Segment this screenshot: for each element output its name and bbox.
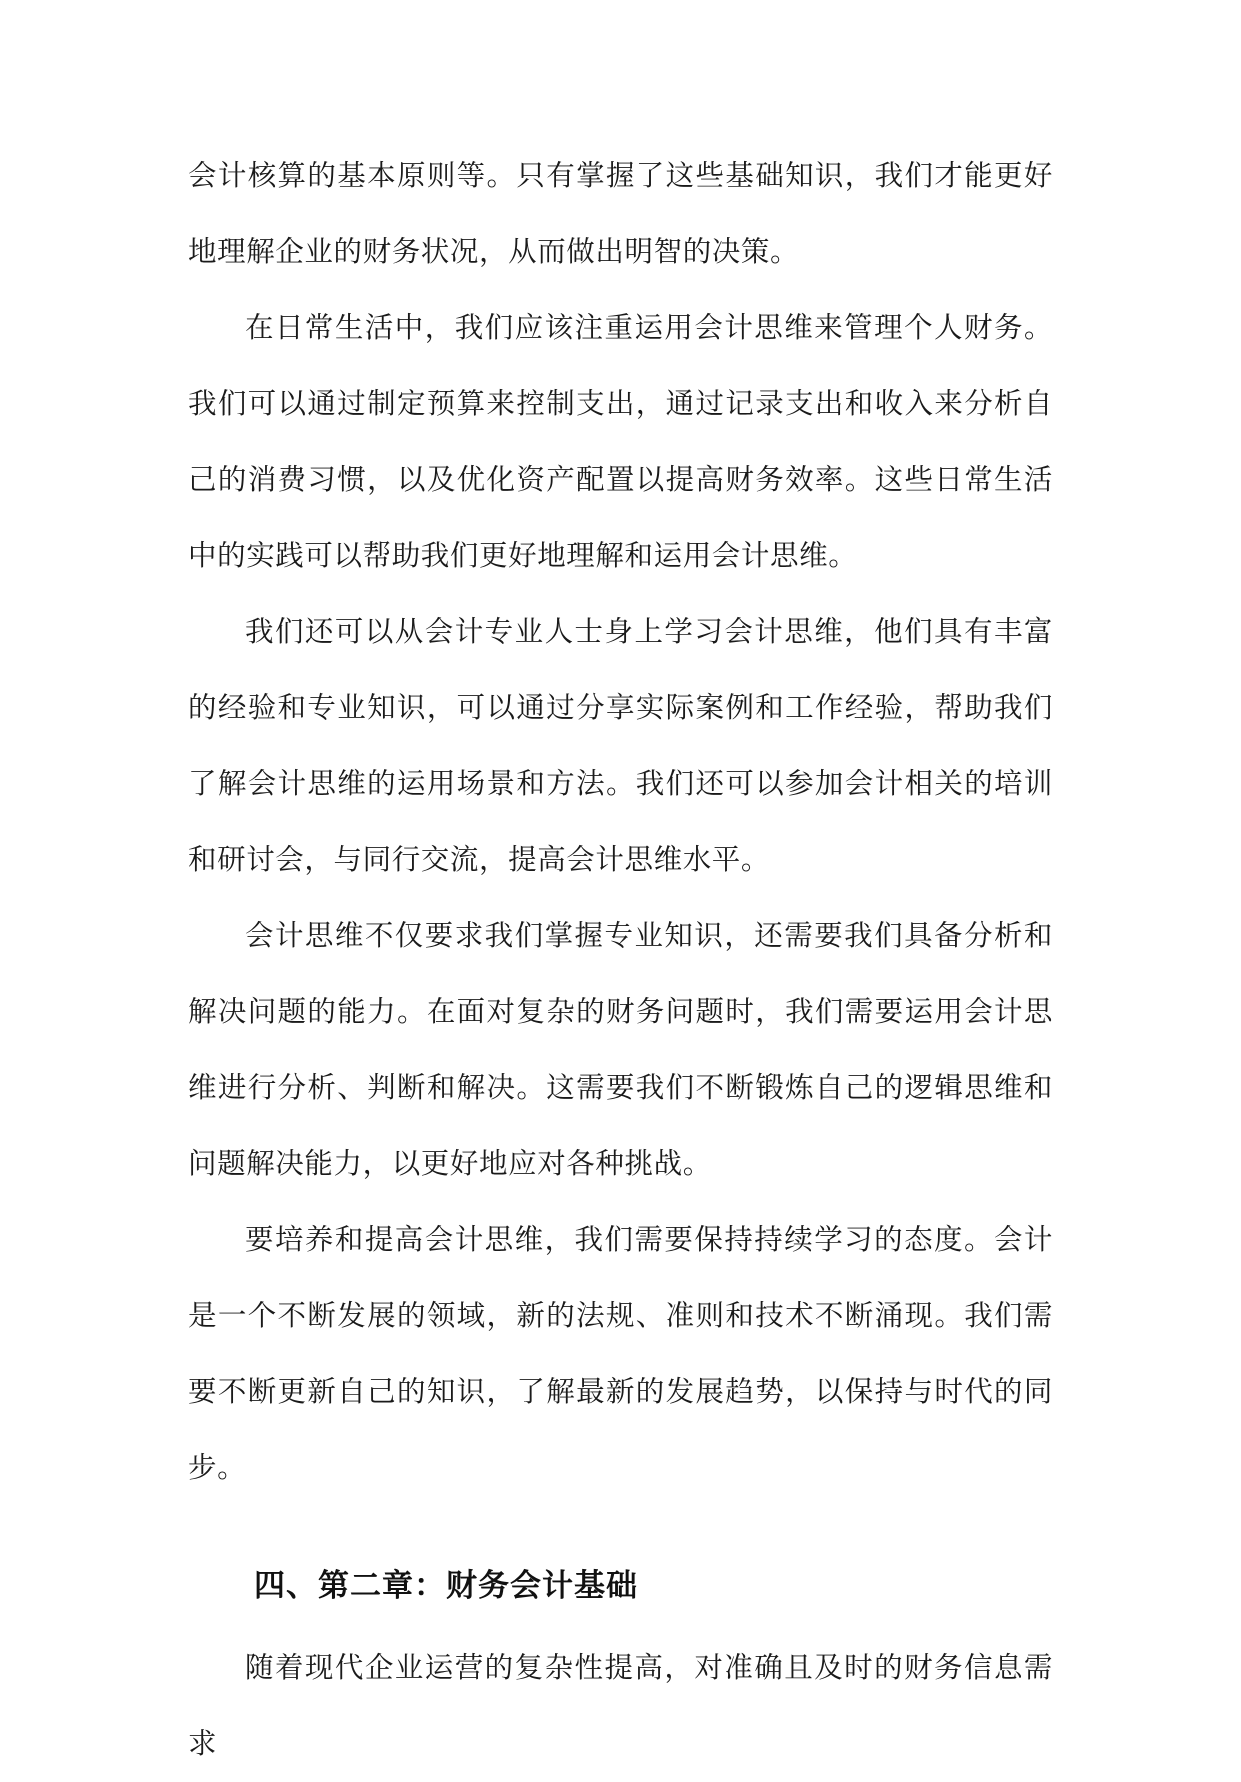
section-heading: 四、第二章：财务会计基础 — [254, 1568, 638, 1604]
paragraph: 会计思维不仅要求我们掌握专业知识，还需要我们具备分析和解决问题的能力。在面对复杂的财务问题时，我们需要运用会计思维进行分析、判断和解决。这需要我们不断锻炼自己的逻辑思维和问题解决能力，以更好地应对各种挑战。 — [188, 919, 1053, 1180]
paragraph: 我们还可以从会计专业人士身上学习会计思维，他们具有丰富的经验和专业知识，可以通过分享实际案例和工作经验，帮助我们了解会计思维的运用场景和方法。我们还可以参加会计相关的培训和研讨会，与同行交流，提高会计思维水平。 — [188, 615, 1053, 876]
page-body — [188, 138, 1053, 1782]
paragraph: 在日常生活中，我们应该注重运用会计思维来管理个人财务。我们可以通过制定预算来控制支出，通过记录支出和收入来分析自己的消费习惯，以及优化资产配置以提高财务效率。这些日常生活中的实践可以帮助我们更好地理解和运用会计思维。 — [188, 311, 1053, 572]
paragraph: 要培养和提高会计思维，我们需要保持持续学习的态度。会计是一个不断发展的领域，新的法规、准则和技术不断涌现。我们需要不断更新自己的知识，了解最新的发展趋势，以保持与时代的同步。 — [188, 1223, 1053, 1484]
paragraph-continued: 会计核算的基本原则等。只有掌握了这些基础知识，我们才能更好地理解企业的财务状况，从而做出明智的决策。 — [188, 159, 1053, 268]
paragraph: 随着现代企业运营的复杂性提高，对准确且及时的财务信息需求 — [188, 1651, 1053, 1760]
